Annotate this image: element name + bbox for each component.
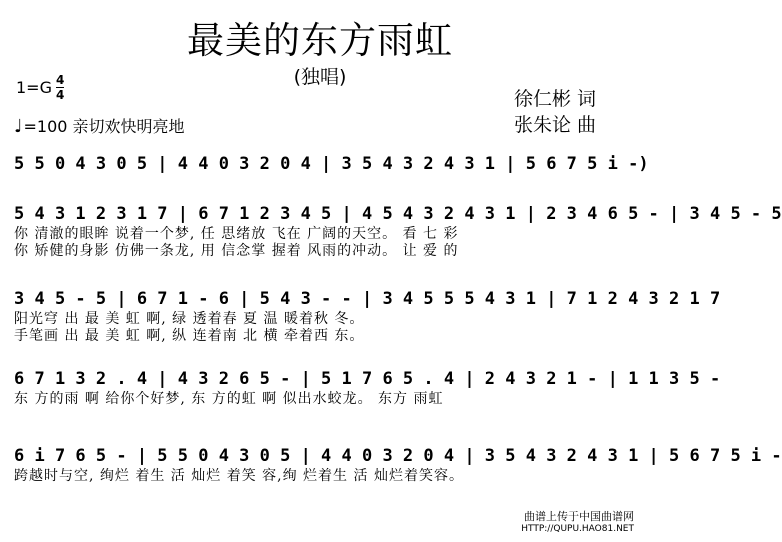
time-top: 4	[55, 73, 65, 87]
lyric-verse-1: 你 清澈的眼眸 说着一个梦, 任 思绪放 飞在 广阔的天空。 看 七 彩	[14, 226, 459, 242]
key-signature	[16, 74, 64, 101]
score-row-1	[14, 152, 649, 176]
notes-line: 6 i 7 6 5 - | 5 5 0 4 3 0 5 | 4 4 0 3 2 0 4 | 3 5 4 3 2 4 3 1 | 5 6 7 5 i -	[14, 446, 782, 466]
composer: 张朱论 曲	[514, 114, 597, 136]
credits	[514, 86, 596, 138]
quarter-note-icon: ♩	[14, 116, 23, 137]
score-row-5	[14, 444, 782, 485]
time-bottom: 4	[55, 88, 65, 102]
score-row-2	[14, 202, 782, 260]
lyric-verse-2: 手笔画 出 最 美 虹 啊, 纵 连着南 北 横 牵着西 东。	[14, 328, 365, 344]
notes-line: 5 4 3 1 2 3 1 7 | 6 7 1 2 3 4 5 | 4 5 4 3 2 4 3 1 | 2 3 4 6 5 - | 3 4 5 - 5	[14, 204, 782, 224]
watermark	[521, 510, 634, 536]
lyricist: 徐仁彬 词	[514, 88, 597, 110]
lyric-verse-1: 跨越时与空, 绚烂 着生 活 灿烂 着笑 容,绚 烂着生 活 灿烂着笑容。	[14, 468, 464, 484]
watermark-text: 曲谱上传于中国曲谱网	[524, 510, 634, 523]
key-label: 1=G	[16, 77, 52, 97]
lyric-verse-1: 阳光穹 出 最 美 虹 啊, 绿 透着春 夏 温 暖着秋 冬。	[14, 311, 365, 327]
tempo-marking	[14, 117, 185, 137]
watermark-url: HTTP://QUPU.HAO81.NET	[521, 524, 634, 534]
song-title: 最美的东方雨虹	[187, 19, 453, 62]
tempo-label: =100 亲切欢快明亮地	[23, 117, 185, 136]
notes-line: 6 7 1 3 2 . 4 | 4 3 2 6 5 - | 5 1 7 6 5 . 4 | 2 4 3 2 1 - | 1 1 3 5 -	[14, 369, 721, 389]
lyric-verse-1: 东 方的雨 啊 给你个好梦, 东 方的虹 啊 似出水蛟龙。 东方 雨虹	[14, 391, 444, 407]
lyric-verse-2: 你 矫健的身影 仿佛一条龙, 用 信念掌 握着 风雨的冲动。 让 爱 的	[14, 243, 459, 259]
score-row-4	[14, 367, 721, 408]
notes-line: 5 5 0 4 3 0 5 | 4 4 0 3 2 0 4 | 3 5 4 3 2 4 3 1 | 5 6 7 5 i -)	[14, 154, 649, 174]
song-subtitle: (独唱)	[293, 66, 347, 88]
notes-line: 3 4 5 - 5 | 6 7 1 - 6 | 5 4 3 - - | 3 4 5 5 5 4 3 1 | 7 1 2 4 3 2 1 7	[14, 289, 721, 309]
score-row-3	[14, 287, 721, 345]
time-signature	[56, 74, 64, 101]
